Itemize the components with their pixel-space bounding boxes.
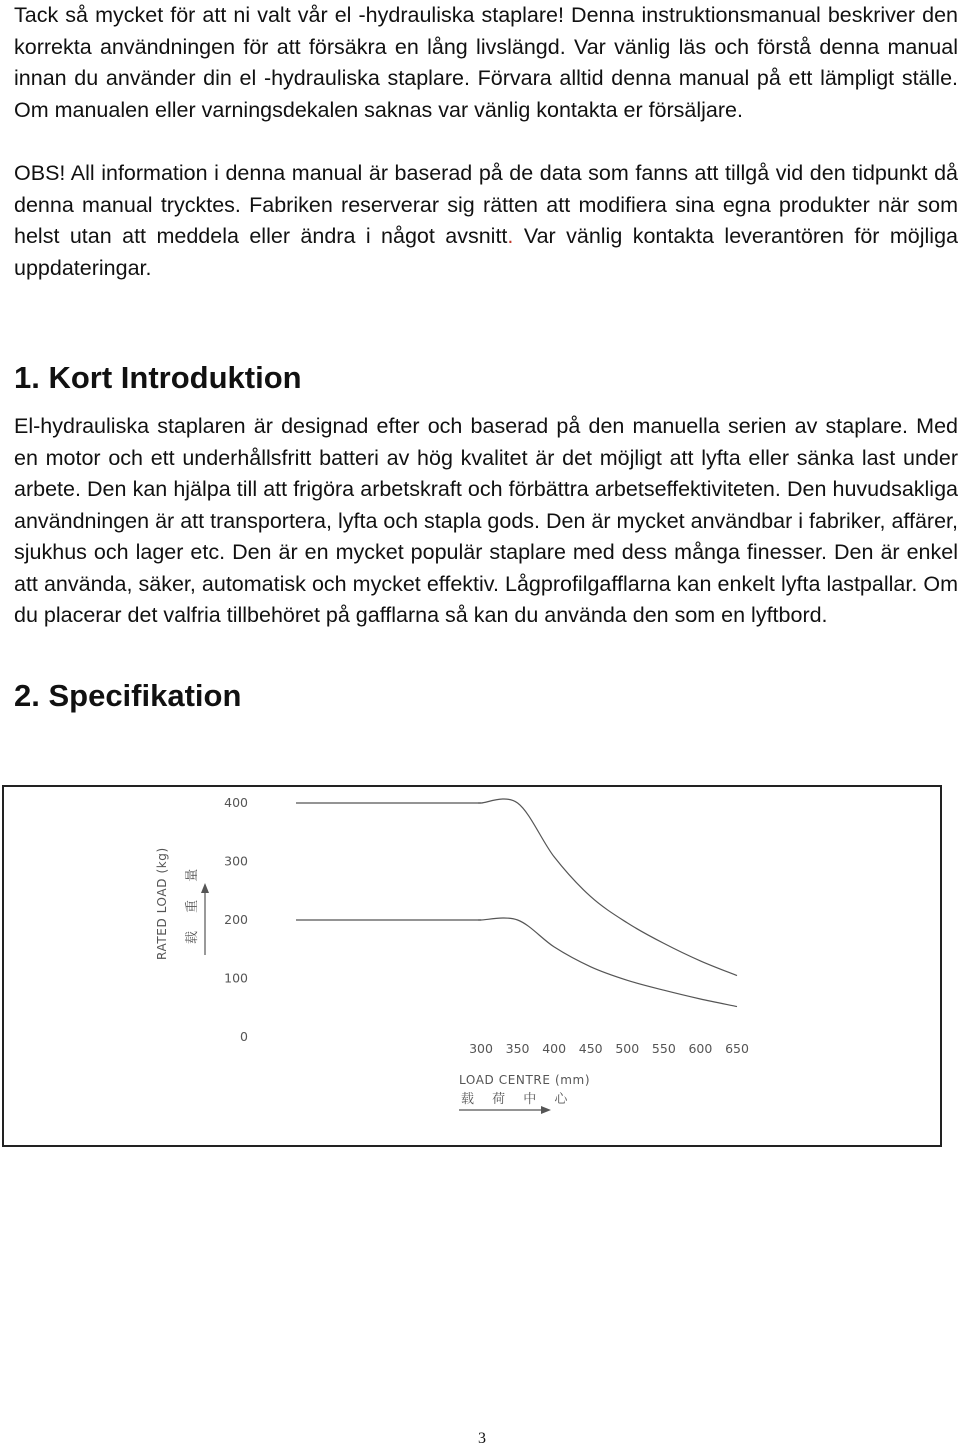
- section-heading-introduction: 1. Kort Introduktion: [14, 360, 302, 395]
- section-heading-specification: 2. Specifikation: [14, 678, 242, 713]
- y-axis-label: RATED LOAD (kg): [155, 847, 169, 960]
- x-tick-label: 300: [469, 1041, 493, 1056]
- y-tick-label: 400: [224, 795, 248, 810]
- x-tick-label: 450: [578, 1041, 603, 1056]
- load-curves: [296, 799, 737, 1007]
- y-tick-label: 200: [224, 912, 248, 927]
- x-tick-label: 350: [505, 1041, 530, 1056]
- obs-paragraph: [14, 158, 958, 284]
- intro-paragraph: Tack så mycket för att ni valt vår el -hydrauliska staplare! Denna instruktionsmanual beskriver den korrekta användningen för att försäkra en lång livslängd. Var vänlig läs och förstå denna manual innan du använder din el -hydrauliska staplare. Förvara alltid denna manual på ett lämpligt ställe. Om manualen eller varningsdekalen saknas var vänlig kontakta er försäljare.: [14, 3, 958, 122]
- introduction-paragraph: El-hydrauliska staplaren är designad efter och baserad på den manuella serien av staplare. Med en motor och ett underhållsfritt batteri av hög kvalitet är det möjligt att lyfta eller sänka last under arbete. Den kan hjälpa till att frigöra arbetskraft och förbättra arbetseffektiviteten. Den huvudsakliga användningen är att transportera, lyfta och stapla gods. Den är mycket användbar i fabriker, affärer, sjukhus och lager etc. Den är en mycket populär staplare med dess många finesser. Den är enkel att använda, säker, automatisk och mycket effektiv. Lågprofilgafflarna kan enkelt lyfta lastpallar. Om du placerar det valfria tillbehöret på gafflarna så kan du använda den som en lyftbord.: [14, 414, 958, 627]
- obs-red-dot: .: [507, 224, 514, 248]
- load-curve-1: [478, 799, 737, 976]
- y-axis-label-cn: 载 重 量: [185, 861, 200, 944]
- load-curve-2: [478, 918, 737, 1007]
- x-tick-label: 650: [725, 1041, 749, 1056]
- x-tick-labels: [469, 1041, 749, 1056]
- x-tick-label: 400: [542, 1041, 567, 1056]
- y-tick-label: 0: [240, 1029, 248, 1044]
- x-tick-label: 550: [651, 1041, 676, 1056]
- y-tick-label: 300: [224, 853, 248, 869]
- x-tick-label: 500: [615, 1041, 640, 1056]
- x-axis-label-cn: 载 荷 中 心: [461, 1092, 575, 1107]
- load-chart: [4, 787, 940, 1145]
- x-axis-arrow-head: [541, 1106, 551, 1114]
- y-axis-arrow-head: [201, 883, 209, 893]
- obs-text-part-1: OBS! All information i denna manual är baserad på de data som fanns att tillgå vid den tidpunkt då denna manual trycktes. Fabriken reserverar sig rätten att modifiera sina egna produkter när som helst utan att meddela eller ändra i något avsnitt: [14, 161, 958, 248]
- page-number: 3: [478, 1430, 486, 1447]
- y-tick-label: 100: [224, 970, 248, 986]
- y-axis-label-group: [155, 847, 200, 960]
- y-tick-labels: [224, 795, 248, 1044]
- load-chart-frame: [2, 785, 942, 1147]
- x-axis-label: LOAD CENTRE (mm): [459, 1073, 591, 1087]
- x-tick-label: 600: [688, 1041, 713, 1056]
- obs-text-part-2: Var vänlig kontakta leverantören för möjliga uppdateringar.: [14, 224, 958, 280]
